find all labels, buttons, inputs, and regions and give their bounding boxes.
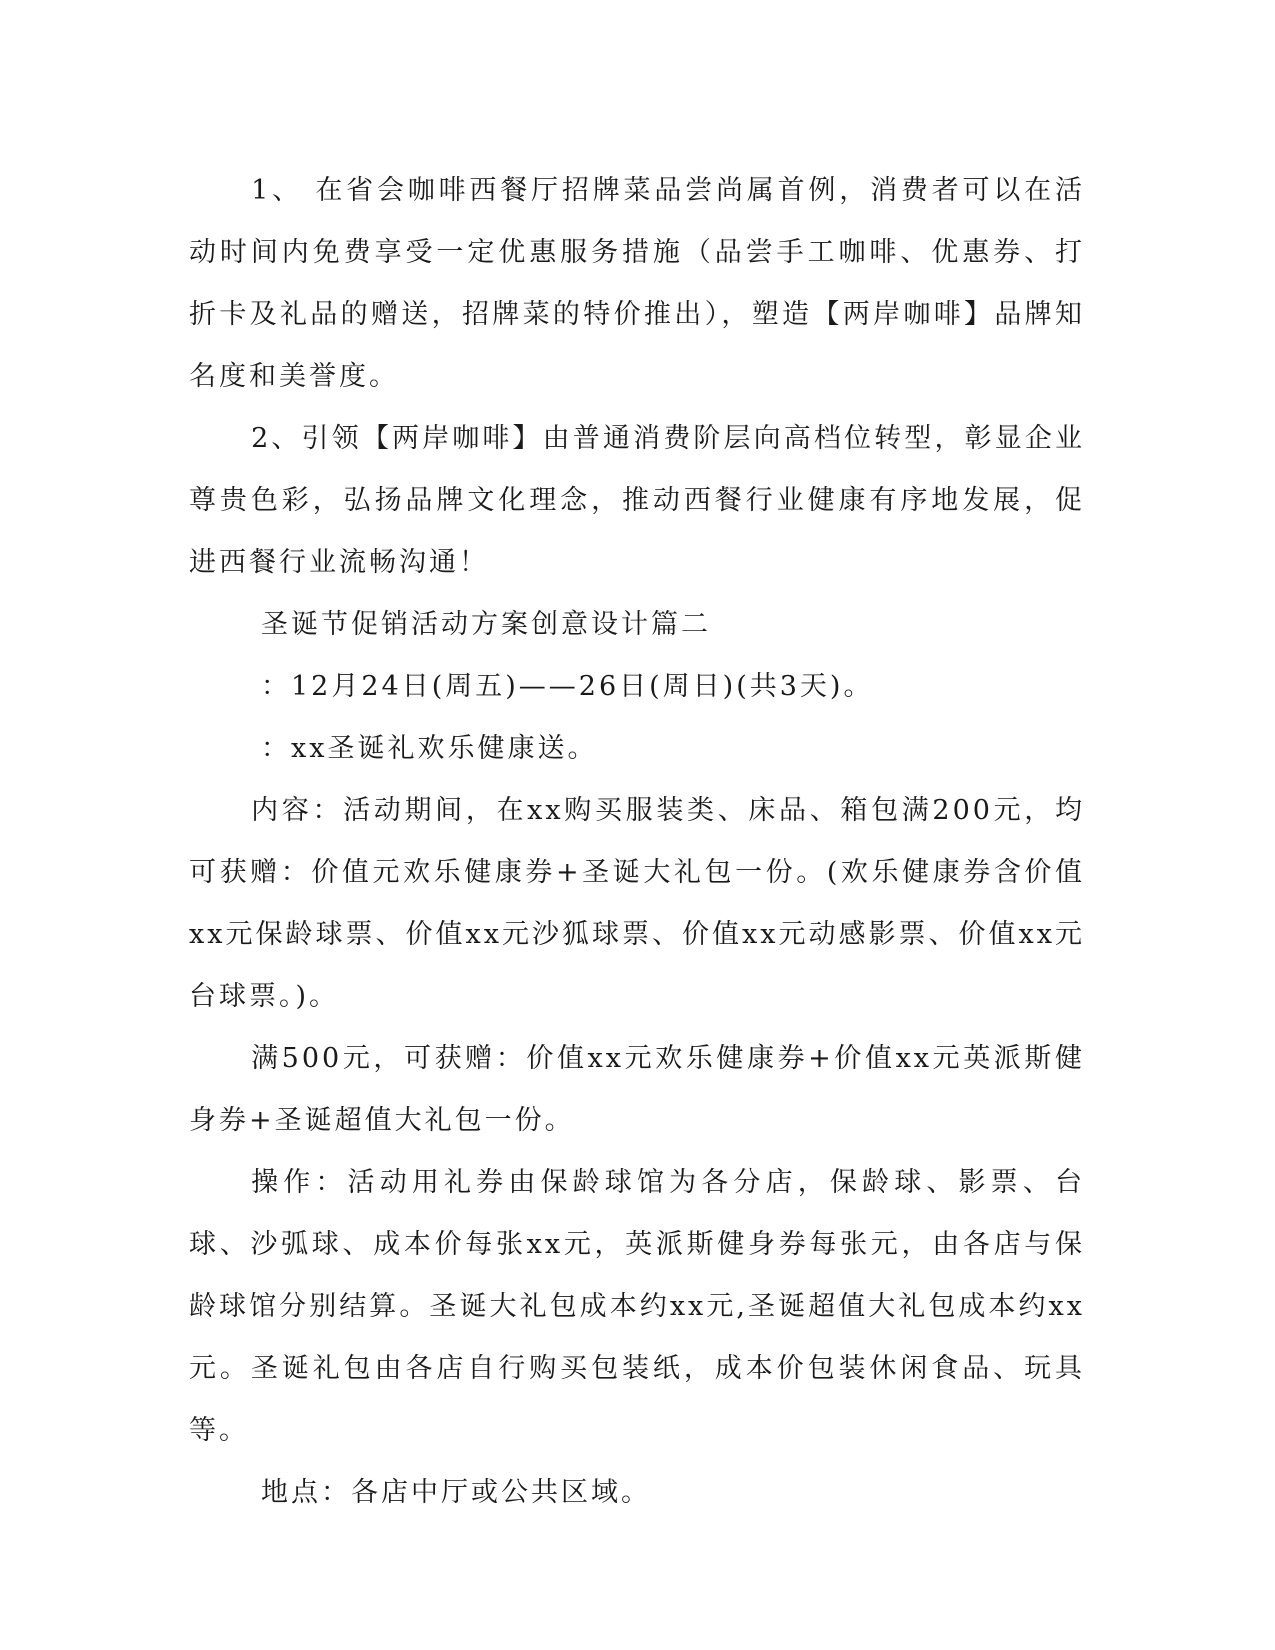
paragraph-content: 内容：活动期间，在xx购买服装类、床品、箱包满200元，均可获赠：价值元欢乐健康券+圣诞大礼包一份。(欢乐健康券含价值xx元保龄球票、价值xx元沙狐球票、价值xx元动感影票、价值xx元台球票。)。 xyxy=(189,795,1085,1012)
paragraph-gift-500: 满500元，可获赠：价值xx元欢乐健康券+价值xx元英派斯健身券+圣诞超值大礼包一份。 xyxy=(189,1043,1085,1136)
paragraph-goal-1: 1、 在省会咖啡西餐厅招牌菜品尝尚属首例，消费者可以在活动时间内免费享受一定优惠服务措施（品尝手工咖啡、优惠券、打折卡及礼品的赠送，招牌菜的特价推出），塑造【两岸咖啡】品牌知名度和美誉度。 xyxy=(189,175,1085,392)
paragraph-theme: ：xx圣诞礼欢乐健康送。 xyxy=(261,733,598,764)
paragraph-location: 地点：各店中厅或公共区域。 xyxy=(261,1477,651,1508)
document-body xyxy=(189,160,1085,1524)
paragraph-time: ：12月24日(周五)——26日(周日)(共3天)。 xyxy=(261,671,874,702)
paragraph-operation: 操作：活动用礼券由保龄球馆为各分店，保龄球、影票、台球、沙弧球、成本价每张xx元，英派斯健身券每张元，由各店与保龄球馆分别结算。圣诞大礼包成本约xx元,圣诞超值大礼包成本约xx元。圣诞礼包由各店自行购买包装纸，成本价包装休闲食品、玩具等。 xyxy=(189,1167,1085,1446)
section-heading: 圣诞节促销活动方案创意设计篇二 xyxy=(261,609,711,640)
paragraph-goal-2: 2、引领【两岸咖啡】由普通消费阶层向高档位转型，彰显企业尊贵色彩，弘扬品牌文化理念，推动西餐行业健康有序地发展，促进西餐行业流畅沟通！ xyxy=(189,423,1085,578)
